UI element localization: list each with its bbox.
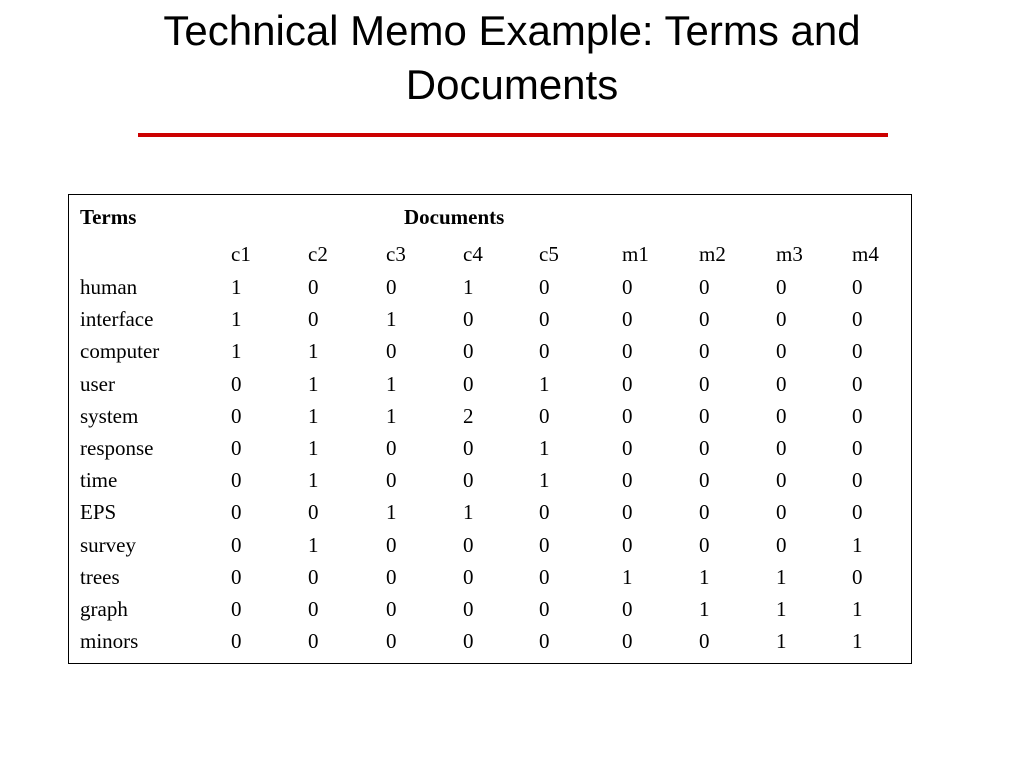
- matrix-cell: 0: [308, 275, 319, 299]
- terms-header: Terms: [80, 205, 137, 229]
- row-term-time: time: [80, 468, 118, 492]
- matrix-cell: 2: [463, 404, 474, 428]
- matrix-cell: 0: [699, 629, 710, 653]
- matrix-cell: 0: [463, 372, 474, 396]
- matrix-cell: 0: [622, 307, 633, 331]
- matrix-cell: 1: [776, 597, 787, 621]
- column-header-m1: m1: [622, 242, 649, 266]
- column-header-c2: c2: [308, 242, 328, 266]
- matrix-cell: 0: [539, 629, 550, 653]
- matrix-cell: 0: [539, 565, 550, 589]
- column-header-c1: c1: [231, 242, 251, 266]
- column-header-m2: m2: [699, 242, 726, 266]
- matrix-cell: 0: [699, 372, 710, 396]
- matrix-cell: 0: [852, 404, 863, 428]
- matrix-cell: 1: [231, 339, 242, 363]
- matrix-cell: 0: [539, 500, 550, 524]
- row-term-trees: trees: [80, 565, 120, 589]
- column-header-m3: m3: [776, 242, 803, 266]
- matrix-cell: 0: [699, 468, 710, 492]
- row-term-computer: computer: [80, 339, 160, 363]
- matrix-cell: 0: [699, 436, 710, 460]
- matrix-cell: 0: [231, 372, 242, 396]
- matrix-cell: 0: [463, 565, 474, 589]
- matrix-cell: 0: [622, 468, 633, 492]
- matrix-cell: 0: [308, 565, 319, 589]
- matrix-cell: 0: [776, 404, 787, 428]
- matrix-cell: 0: [231, 436, 242, 460]
- slide-title-line-2: Documents: [405, 61, 619, 108]
- matrix-cell: 1: [308, 533, 319, 557]
- matrix-cell: 1: [308, 468, 319, 492]
- matrix-cell: 0: [231, 597, 242, 621]
- matrix-cell: 0: [231, 565, 242, 589]
- matrix-cell: 0: [776, 339, 787, 363]
- matrix-cell: 0: [776, 307, 787, 331]
- matrix-cell: 1: [308, 339, 319, 363]
- matrix-cell: 0: [852, 565, 863, 589]
- matrix-cell: 0: [231, 468, 242, 492]
- matrix-cell: 1: [386, 500, 397, 524]
- matrix-cell: 1: [231, 275, 242, 299]
- matrix-cell: 0: [308, 307, 319, 331]
- matrix-cell: 0: [622, 275, 633, 299]
- matrix-cell: 0: [699, 339, 710, 363]
- matrix-cell: 0: [699, 500, 710, 524]
- column-header-c4: c4: [463, 242, 483, 266]
- matrix-cell: 1: [386, 307, 397, 331]
- row-term-response: response: [80, 436, 154, 460]
- matrix-cell: 0: [852, 275, 863, 299]
- documents-header: Documents: [404, 205, 505, 229]
- matrix-cell: 1: [308, 404, 319, 428]
- matrix-cell: 0: [622, 436, 633, 460]
- row-term-human: human: [80, 275, 138, 299]
- matrix-cell: 0: [852, 372, 863, 396]
- matrix-cell: 1: [539, 436, 550, 460]
- matrix-cell: 1: [308, 372, 319, 396]
- slide-title: [100, 4, 924, 112]
- matrix-cell: 0: [852, 500, 863, 524]
- slide-title-line-1: Technical Memo Example: Terms and: [163, 7, 861, 54]
- matrix-cell: 0: [386, 275, 397, 299]
- matrix-cell: 0: [463, 468, 474, 492]
- matrix-cell: 1: [386, 372, 397, 396]
- matrix-cell: 0: [622, 372, 633, 396]
- matrix-cell: 0: [308, 500, 319, 524]
- matrix-cell: 1: [699, 597, 710, 621]
- row-term-minors: minors: [80, 629, 139, 653]
- matrix-cell: 0: [776, 500, 787, 524]
- matrix-cell: 1: [386, 404, 397, 428]
- matrix-cell: 1: [776, 565, 787, 589]
- matrix-cell: 1: [852, 597, 863, 621]
- matrix-cell: 0: [231, 404, 242, 428]
- column-header-c5: c5: [539, 242, 559, 266]
- matrix-cell: 0: [699, 404, 710, 428]
- matrix-cell: 1: [539, 468, 550, 492]
- matrix-cell: 0: [852, 436, 863, 460]
- matrix-cell: 0: [776, 468, 787, 492]
- matrix-cell: 0: [386, 597, 397, 621]
- matrix-cell: 0: [539, 339, 550, 363]
- matrix-cell: 0: [852, 468, 863, 492]
- matrix-cell: 0: [463, 597, 474, 621]
- matrix-cell: 0: [386, 629, 397, 653]
- matrix-cell: 0: [463, 307, 474, 331]
- matrix-cell: 0: [386, 436, 397, 460]
- matrix-cell: 0: [539, 533, 550, 557]
- column-header-m4: m4: [852, 242, 879, 266]
- matrix-cell: 0: [231, 629, 242, 653]
- matrix-cell: 0: [622, 500, 633, 524]
- matrix-cell: 1: [308, 436, 319, 460]
- matrix-cell: 0: [622, 533, 633, 557]
- matrix-cell: 0: [852, 339, 863, 363]
- matrix-cell: 0: [539, 597, 550, 621]
- matrix-cell: 0: [308, 597, 319, 621]
- matrix-cell: 0: [386, 468, 397, 492]
- matrix-cell: 0: [463, 533, 474, 557]
- matrix-cell: 1: [463, 500, 474, 524]
- matrix-cell: 0: [463, 339, 474, 363]
- matrix-cell: 0: [463, 629, 474, 653]
- matrix-cell: 0: [539, 307, 550, 331]
- matrix-cell: 1: [539, 372, 550, 396]
- row-term-survey: survey: [80, 533, 136, 557]
- row-term-interface: interface: [80, 307, 154, 331]
- matrix-cell: 1: [622, 565, 633, 589]
- matrix-cell: 0: [622, 597, 633, 621]
- matrix-cell: 1: [699, 565, 710, 589]
- matrix-cell: 0: [386, 565, 397, 589]
- matrix-cell: 1: [852, 533, 863, 557]
- matrix-cell: 1: [776, 629, 787, 653]
- matrix-cell: 0: [386, 339, 397, 363]
- matrix-cell: 1: [231, 307, 242, 331]
- matrix-cell: 0: [231, 500, 242, 524]
- matrix-cell: 0: [776, 436, 787, 460]
- matrix-cell: 0: [539, 275, 550, 299]
- column-header-c3: c3: [386, 242, 406, 266]
- matrix-cell: 0: [539, 404, 550, 428]
- matrix-cell: 0: [699, 307, 710, 331]
- term-document-matrix: [68, 194, 912, 664]
- title-underline: [138, 133, 888, 137]
- matrix-cell: 0: [463, 436, 474, 460]
- matrix-cell: 0: [699, 533, 710, 557]
- matrix-cell: 0: [622, 404, 633, 428]
- matrix-cell: 0: [386, 533, 397, 557]
- row-term-user: user: [80, 372, 115, 396]
- matrix-cell: 0: [231, 533, 242, 557]
- matrix-cell: 0: [308, 629, 319, 653]
- matrix-cell: 1: [463, 275, 474, 299]
- matrix-cell: 0: [776, 372, 787, 396]
- row-term-system: system: [80, 404, 139, 428]
- row-term-graph: graph: [80, 597, 128, 621]
- row-term-eps: EPS: [80, 500, 117, 524]
- matrix-cell: 0: [622, 629, 633, 653]
- matrix-cell: 0: [776, 533, 787, 557]
- matrix-cell: 0: [699, 275, 710, 299]
- matrix-cell: 0: [622, 339, 633, 363]
- matrix-cell: 1: [852, 629, 863, 653]
- matrix-cell: 0: [852, 307, 863, 331]
- matrix-cell: 0: [776, 275, 787, 299]
